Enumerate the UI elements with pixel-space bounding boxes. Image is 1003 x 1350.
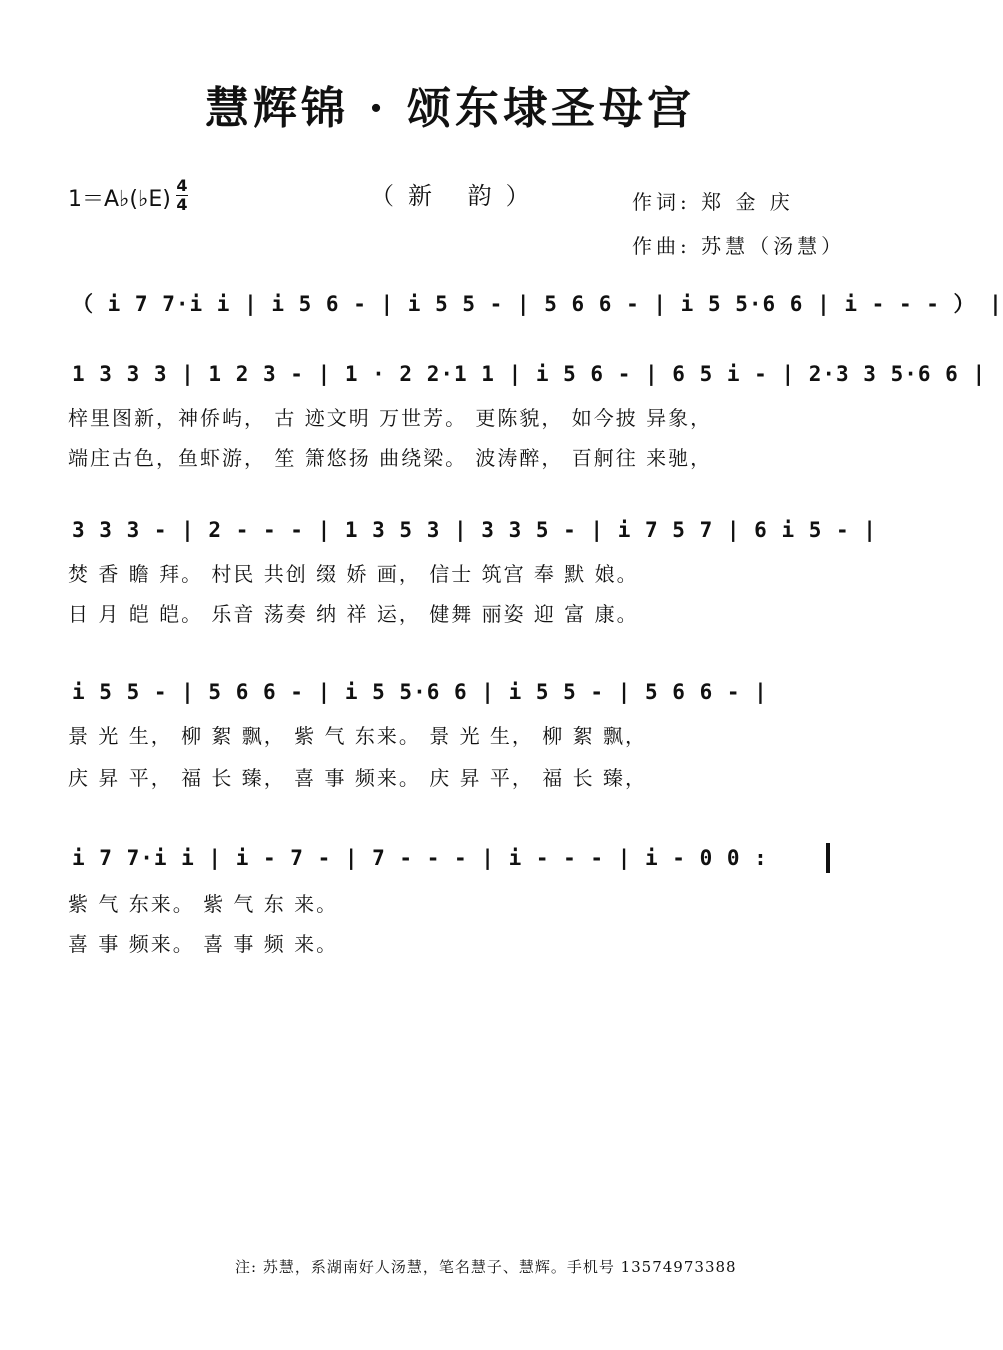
song-title: 慧辉锦 · 颂东埭圣母宫 [205, 83, 695, 134]
system-3-lyric-verse-2: 日 月 皑 皑。 乐音 荡奏 纳 祥 运， 健舞 丽姿 迎 富 康。 [68, 602, 639, 626]
key-signature: 1＝A♭(♭E) [68, 187, 171, 212]
system-5-lyric-verse-1: 紫 气 东来。 紫 气 东 来。 [68, 892, 339, 916]
system-4-lyric-verse-2: 庆 昇 平， 福 长 臻， 喜 事 频来。 庆 昇 平， 福 长 臻， [68, 766, 648, 790]
system-3-notation: 3 3 3 - | 2 - - - | 1 3 5 3 | 3 3 5 - | i 7 5 7 | 6 i 5 - | [72, 518, 877, 542]
time-signature-top: 4 [176, 176, 188, 195]
system-4-notation: i 5 5 - | 5 6 6 - | i 5 5·6 6 | i 5 5 - | 5 6 6 - | [72, 680, 768, 704]
system-2-lyric-verse-1: 梓里图新，神侨屿， 古 迹文明 万世芳。 更陈貌， 如今披 异象， [68, 406, 713, 430]
system-5-lyric-verse-2: 喜 事 频来。 喜 事 频 来。 [68, 932, 339, 956]
final-repeat-barline [826, 843, 830, 873]
time-signature [176, 178, 188, 213]
lyricist-credit: 作词: 郑 金 庆 [632, 190, 794, 214]
system-2-lyric-verse-2: 端庄古色，鱼虾游， 笙 箫悠扬 曲绕梁。 波涛醉， 百舸往 来驰， [68, 446, 713, 470]
footnote: 注: 苏慧，系湖南好人汤慧，笔名慧子、慧辉。手机号 13574973388 [235, 1258, 737, 1276]
system-5-notation: i 7 7·i i | i - 7 - | 7 - - - | i - - - | i - 0 0 : [72, 846, 768, 870]
system-2-notation: 1 3 3 3 | 1 2 3 - | 1 · 2 2·1 1 | i 5 6 - | 6 5 i - | 2·3 3 5·6 6 | [72, 362, 987, 386]
intro-notation: （ i 7 7·i i | i 5 6 - | i 5 5 - | 5 6 6 - | i 5 5·6 6 | i - - - ） | [72, 292, 1003, 316]
style-note: （新 韵） [370, 182, 544, 210]
time-signature-bottom: 4 [176, 195, 188, 214]
system-3-lyric-verse-1: 焚 香 瞻 拜。 村民 共创 缀 娇 画， 信士 筑宫 奉 默 娘。 [68, 562, 639, 586]
system-4-lyric-verse-1: 景 光 生， 柳 絮 飘， 紫 气 东来。 景 光 生， 柳 絮 飘， [68, 724, 648, 748]
composer-credit: 作曲: 苏慧（汤慧） [632, 234, 846, 258]
